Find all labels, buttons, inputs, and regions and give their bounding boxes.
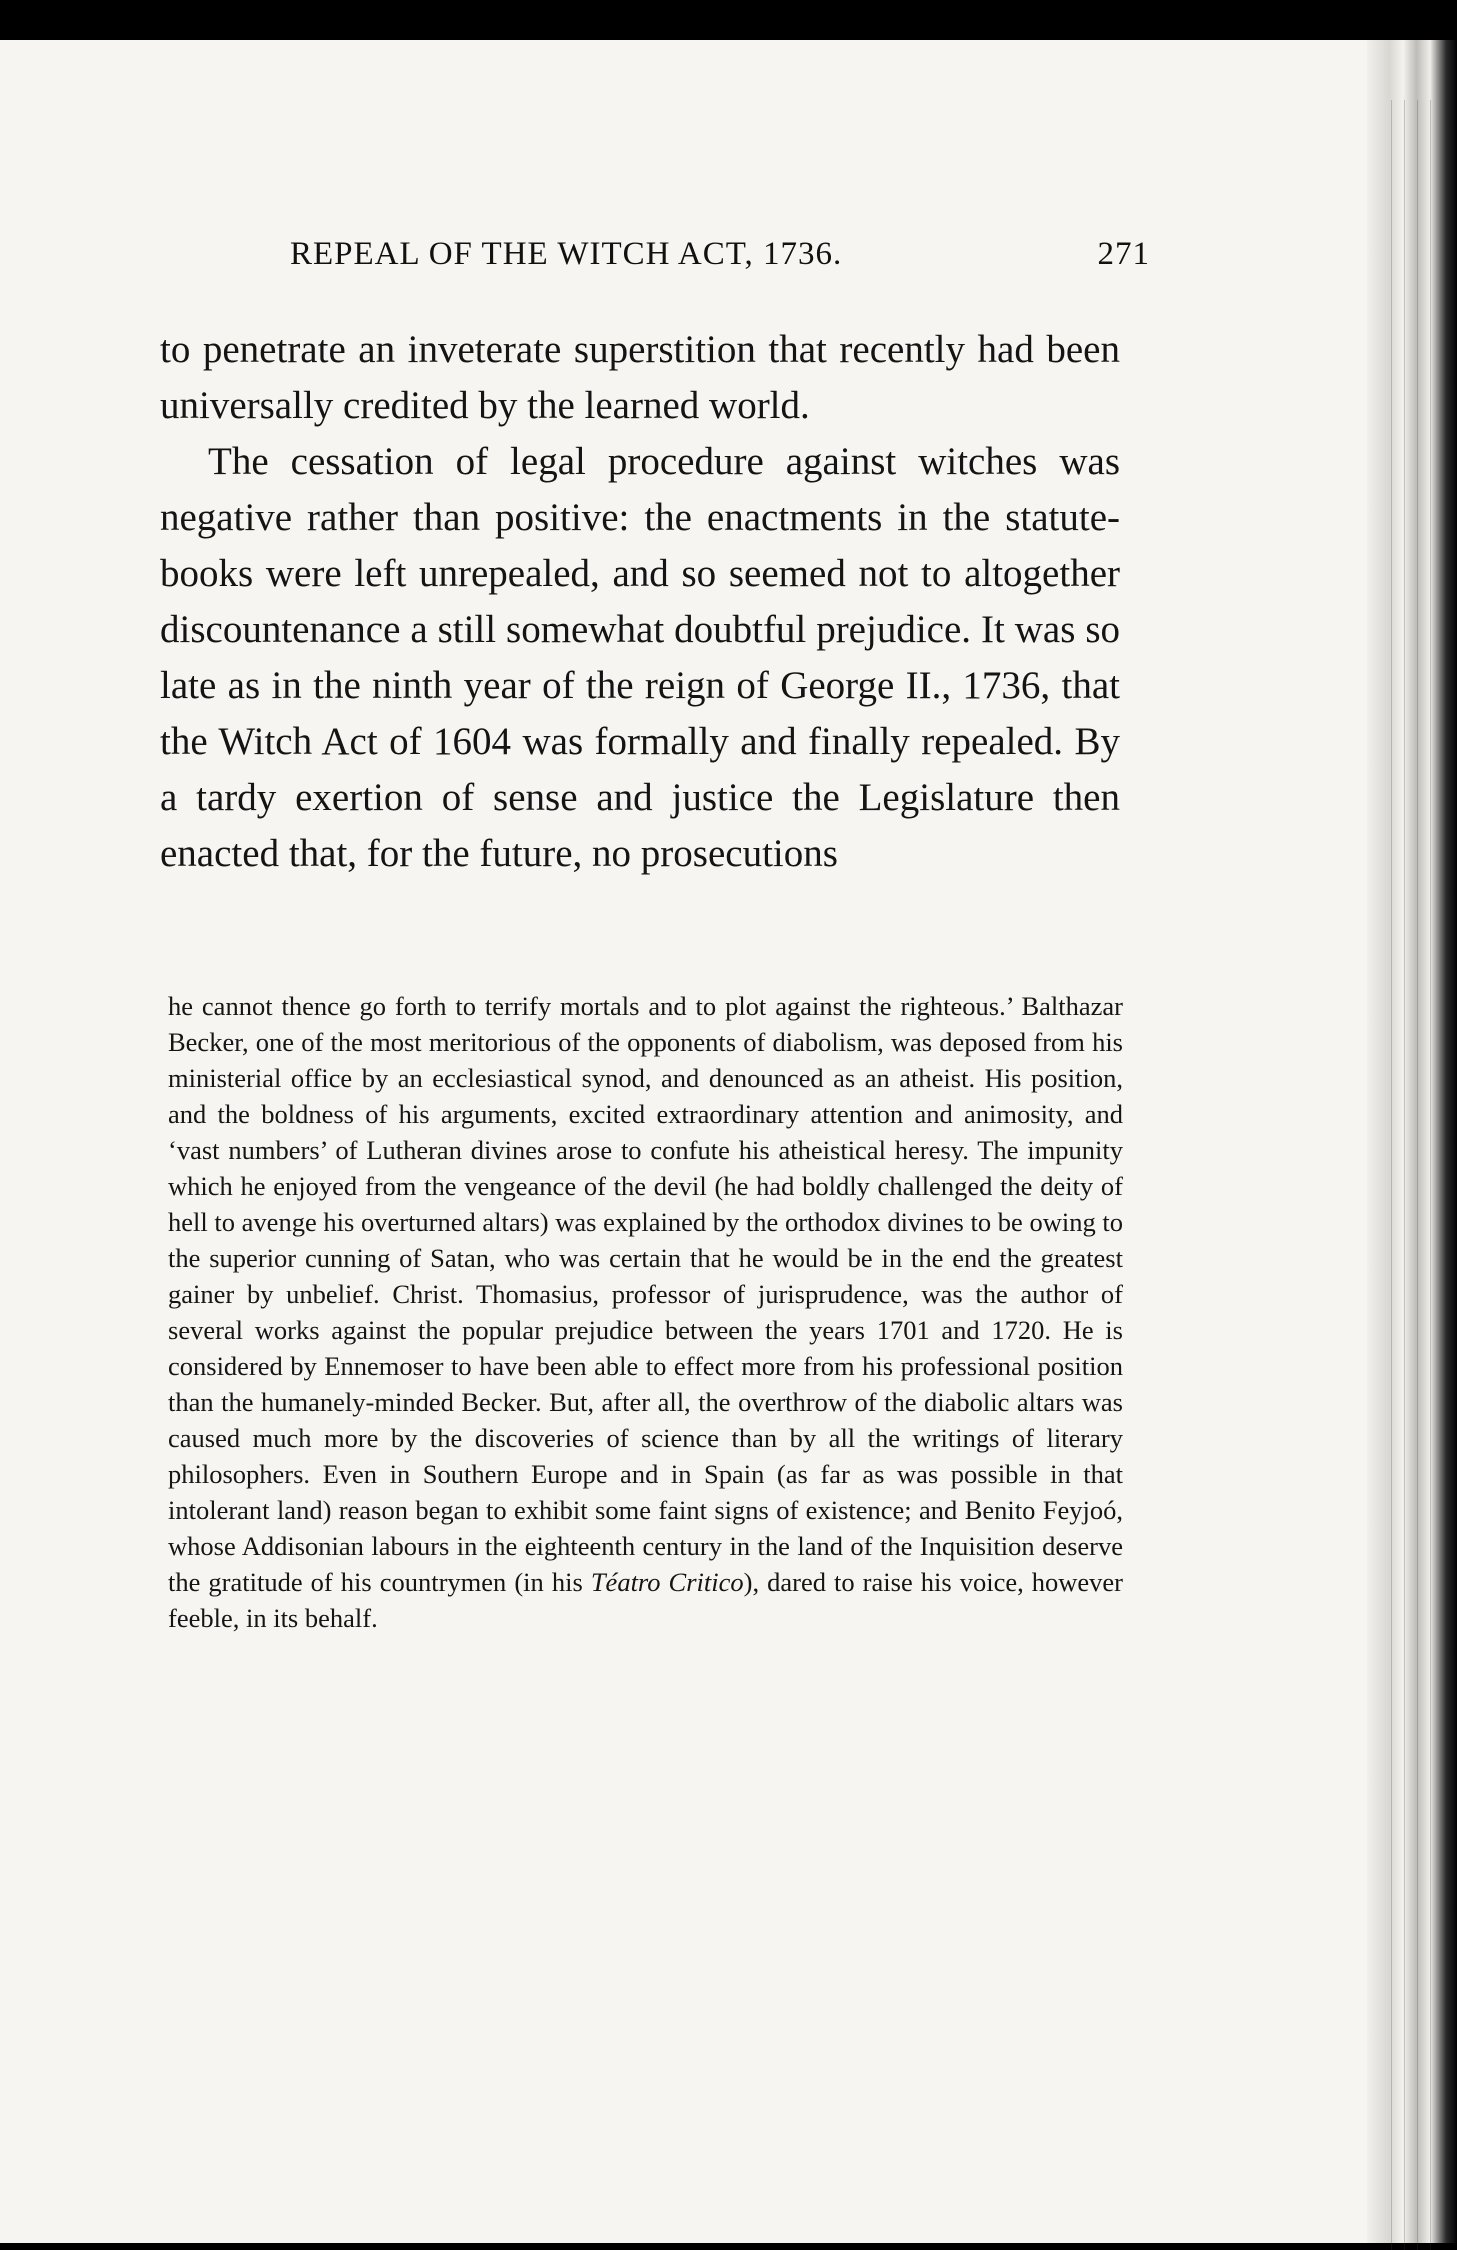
page-gutter bbox=[1367, 40, 1457, 2243]
paragraph-1: to penetrate an inveterate superstition that recently had been universally credited by the learned world. bbox=[160, 328, 1120, 427]
gutter-shadow bbox=[1385, 100, 1435, 2250]
running-head-title: REPEAL OF THE WITCH ACT, 1736. bbox=[290, 236, 843, 272]
footnote bbox=[168, 988, 1123, 1636]
paragraph-2: The cessation of legal procedure against witches was negative rather than positive: the enactments in the statute-books were left unrepealed, and so seemed not to altogether discountenance a still somewhat doubtful prejudice. It was so late as in the ninth year of the reign of George II., 1736, that the Witch Act of 1604 was formally and finally repealed. By a tardy exertion of sense and justice the Legislature then enacted that, for the future, no prosecutions bbox=[160, 440, 1120, 875]
footnote-text: he cannot thence go forth to terrify mortals and to plot against the righteous.’ Balthazar Becker, one of the most meritorious of the opponents of diabolism, was deposed from his ministerial office by an ecclesiastical synod, and denounced as an atheist. His position, and the boldness of his arguments, excited extraordinary attention and animosity, and ‘vast numbers’ of Lutheran divines arose to confute his atheistical heresy. The impunity which he enjoyed from the vengeance of the devil (he had boldly challenged the deity of hell to avenge his overturned altars) was explained by the orthodox divines to be owing to the superior cunning of Satan, who was certain that he would be in the end the greatest gainer by unbelief. Christ. Thomasius, professor of jurisprudence, was the author of several works against the popular prejudice between the years 1701 and 1720. He is considered by Ennemoser to have been able to effect more from his professional position than the humanely-minded Becker. But, after all, the overthrow of the diabolic altars was caused much more by the discoveries of science than by all the writings of literary philosophers. Even in Southern Europe and in Spain (as far as was possible in that intolerant land) reason began to exhibit some faint signs of existence; and Benito Feyjoó, whose Addisonian labours in the eighteenth century in the land of the Inquisition deserve the gratitude of his countrymen (in his bbox=[168, 991, 1123, 1597]
page-number: 271 bbox=[1097, 236, 1150, 272]
footnote-italic-title: Téatro Critico bbox=[590, 1567, 744, 1597]
main-text bbox=[160, 322, 1120, 882]
running-head bbox=[290, 236, 1150, 276]
footnote-text-end: ), dared to raise his voice, however feeble, in its behalf. bbox=[168, 1567, 1124, 1633]
